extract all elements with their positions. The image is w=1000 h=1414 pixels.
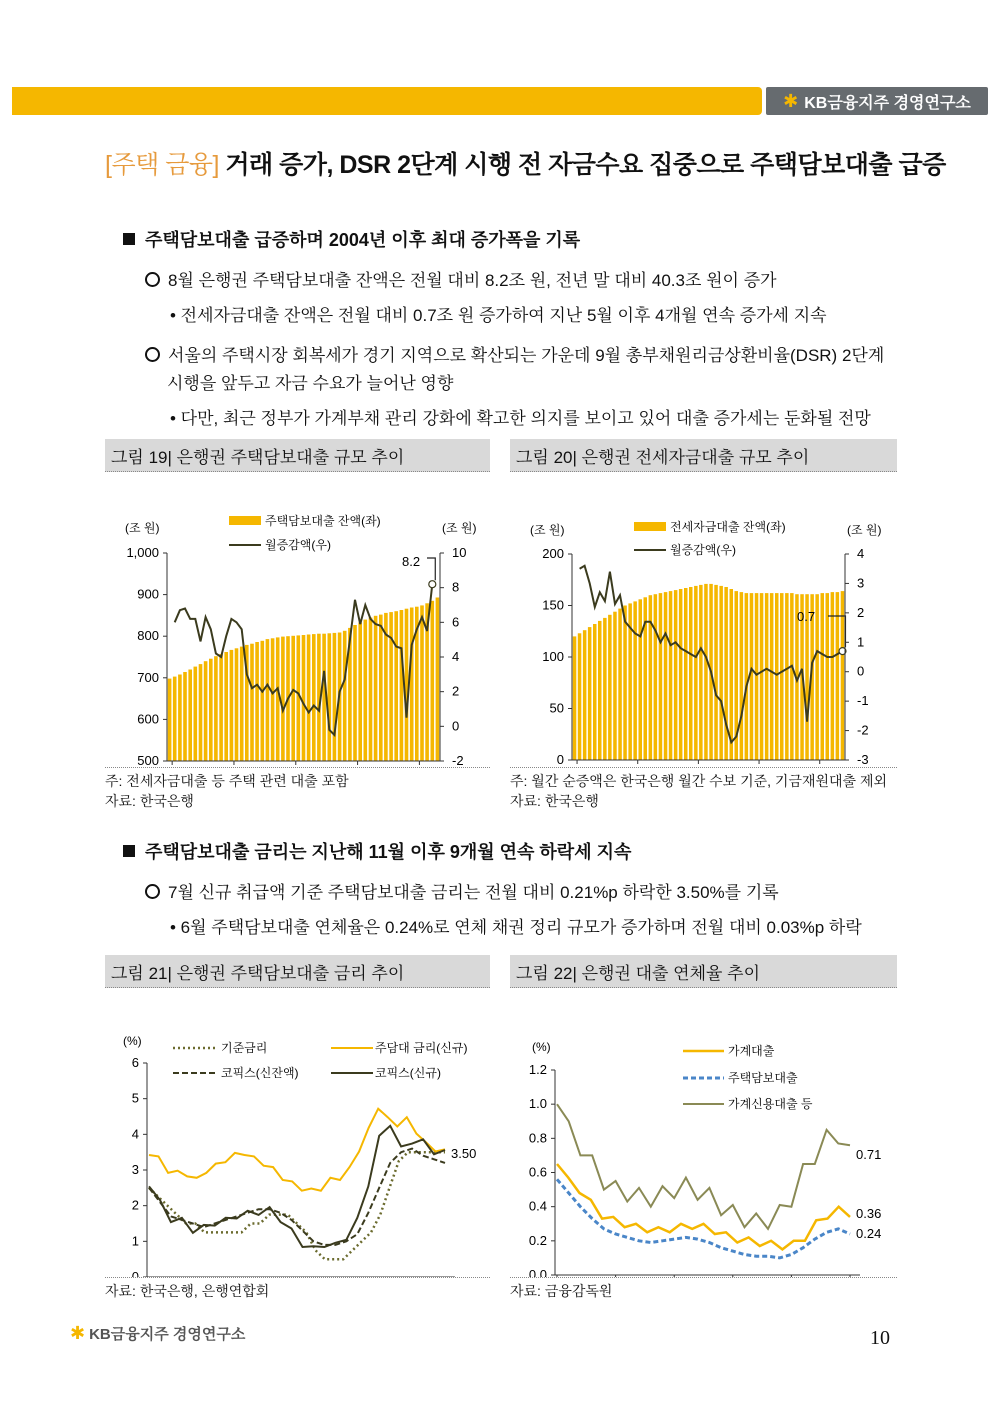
y-tick-label-left: 800 xyxy=(137,628,159,644)
fig20-unit-left: (조 원) xyxy=(530,523,565,537)
y-tick-label: 0.2 xyxy=(528,1232,547,1248)
fig22-unit: (%) xyxy=(532,1040,551,1054)
bullet-3-text: 7월 신규 취급액 기준 주택담보대출 금리는 전월 대비 0.21%p 하락한 3.50%를 기록 xyxy=(168,883,779,902)
y-tick-label: 1 xyxy=(131,1233,139,1249)
bullet-2 xyxy=(145,341,884,366)
fig22-callout-0: 0.71 xyxy=(856,1147,882,1162)
bar xyxy=(633,601,637,760)
section-heading-2-text: 주택담보대출 금리는 지난해 11월 이후 9개월 연속 하락세 지속 xyxy=(145,842,632,862)
bar xyxy=(664,592,668,760)
bullet-2-text: 서울의 주택시장 회복세가 경기 지역으로 확산되는 가운데 9월 총부채원리금상환비율(DSR) 2단계 xyxy=(168,346,885,365)
bar xyxy=(760,593,764,760)
y-tick-label-left: 600 xyxy=(137,711,159,727)
bar xyxy=(302,635,306,761)
bar xyxy=(649,595,653,760)
bar xyxy=(573,636,577,760)
y-tick-label-right: -2 xyxy=(857,722,869,738)
bar xyxy=(714,585,718,760)
y-tick-label-right: 3 xyxy=(857,575,865,591)
bar xyxy=(276,637,280,761)
y-tick-label-left: 500 xyxy=(137,753,159,766)
y-tick-label: 4 xyxy=(131,1126,139,1142)
bar xyxy=(374,616,378,761)
y-tick-label-left: 200 xyxy=(542,546,564,561)
y-tick-label-left: 700 xyxy=(137,669,159,685)
fig22-legend-1: 주택담보대출 xyxy=(728,1071,798,1085)
bar xyxy=(188,670,192,762)
section-heading-1-text: 주택담보대출 급증하며 2004년 이후 최대 증가폭을 기록 xyxy=(145,230,581,250)
bar xyxy=(173,677,177,761)
bar xyxy=(261,641,265,761)
y-tick-label-right: 4 xyxy=(857,546,865,561)
bar xyxy=(194,667,198,761)
bullet-3 xyxy=(145,878,779,903)
fig19-callout: 8.2 xyxy=(402,554,421,569)
y-tick-label: 1.0 xyxy=(528,1096,547,1112)
fig21-plot xyxy=(132,1055,459,1277)
bar xyxy=(333,633,337,761)
bar xyxy=(669,591,673,760)
y-tick-label-right: 0 xyxy=(452,718,460,734)
fig21-unit: (%) xyxy=(123,1034,142,1048)
bar xyxy=(250,644,254,761)
figure-19-title: 그림 19| 은행권 주택담보대출 규모 추이 xyxy=(105,439,490,472)
y-tick-label-right: 2 xyxy=(857,604,865,620)
bar xyxy=(815,594,819,760)
bar xyxy=(178,675,182,762)
bar xyxy=(168,679,172,761)
bar xyxy=(679,589,683,760)
y-tick-label: 1.2 xyxy=(528,1062,547,1077)
circle-bullet-icon xyxy=(145,272,160,287)
y-tick-label: 3 xyxy=(131,1162,139,1177)
bar xyxy=(369,618,373,762)
sub-bullet-3: • 6월 주택담보대출 연체율은 0.24%로 연체 채권 정리 규모가 증가하며 전월 대비 0.03%p 하락 xyxy=(170,918,862,937)
fig19-unit-right: (조 원) xyxy=(442,521,477,535)
bar xyxy=(322,634,326,761)
bar xyxy=(328,633,332,761)
fig20-callout: 0.7 xyxy=(797,609,816,624)
y-tick-label: 0 xyxy=(131,1269,139,1277)
fig22-legend-0: 가계대출 xyxy=(728,1044,775,1058)
figure-19-chart xyxy=(105,472,490,766)
fig20-plot xyxy=(542,546,868,766)
fig19-note: 주: 전세자금대출 등 주택 관련 대출 포함 xyxy=(105,773,349,789)
bar xyxy=(281,637,285,761)
bar xyxy=(745,593,749,760)
bar xyxy=(271,638,275,761)
bar xyxy=(775,593,779,760)
bar xyxy=(353,625,357,761)
bar xyxy=(312,634,316,761)
figure-20-title: 그림 20| 은행권 전세자금대출 규모 추이 xyxy=(510,439,897,472)
kb-star-icon: ✱ xyxy=(783,90,799,111)
bullet-1-text: 8월 은행권 주택담보대출 잔액은 전월 대비 8.2조 원, 전년 말 대비 40.3조 원이 증가 xyxy=(168,271,777,290)
bar xyxy=(785,593,789,760)
bar xyxy=(770,593,774,760)
bar xyxy=(183,672,187,761)
y-tick-label-left: 150 xyxy=(542,597,564,613)
fig22-plot xyxy=(529,1062,864,1277)
bar xyxy=(420,605,424,761)
figure-21 xyxy=(105,955,490,1278)
bar xyxy=(436,598,440,762)
y-tick-label-right: 0 xyxy=(857,663,865,679)
y-tick-label: 0.4 xyxy=(528,1198,547,1214)
bar xyxy=(199,664,203,761)
circle-bullet-icon xyxy=(145,884,160,899)
bar xyxy=(235,648,239,761)
bar xyxy=(613,612,617,760)
fig21-source: 자료: 한국은행, 은행연합회 xyxy=(105,1283,270,1299)
fig20-note: 주: 월간 순증액은 한국은행 월간 수보 기준, 기금재원대출 제외 xyxy=(510,773,887,789)
y-tick-label-left: 50 xyxy=(549,700,564,716)
bar xyxy=(410,608,414,762)
bullet-2-cont: 시행을 앞두고 자금 수요가 늘어난 영향 xyxy=(167,374,454,393)
fig20-legend-line: 월증감액(우) xyxy=(670,543,736,557)
bar xyxy=(618,609,622,760)
y-tick-label-right: 1 xyxy=(857,634,865,650)
fig20-unit-right: (조 원) xyxy=(847,523,882,537)
bar xyxy=(394,611,398,761)
fig21-legend-2: 코픽스(신잔액) xyxy=(221,1066,299,1080)
line-series-2 xyxy=(557,1104,850,1229)
figure-22-title: 그림 22| 은행권 대출 연체율 추이 xyxy=(510,955,897,988)
y-tick-label: 0.0 xyxy=(528,1267,547,1277)
bar xyxy=(826,593,830,760)
fig19-legend-line: 월증감액(우) xyxy=(265,538,331,552)
bar xyxy=(694,586,698,760)
bar xyxy=(343,631,347,761)
bar xyxy=(659,593,663,760)
bar xyxy=(780,593,784,760)
bar xyxy=(291,636,295,761)
figure-22 xyxy=(510,955,897,1278)
bar xyxy=(578,633,582,760)
title-tag: [주택 금융] xyxy=(105,151,219,179)
header-brand xyxy=(766,87,988,115)
line-series-1 xyxy=(149,1109,445,1191)
bar xyxy=(209,659,213,761)
bar xyxy=(790,593,794,760)
line-series-0 xyxy=(557,1164,850,1249)
figure-21-chart xyxy=(105,988,490,1277)
bar xyxy=(603,618,607,760)
fig22-callout-2: 0.24 xyxy=(856,1226,882,1241)
fig22-callout-1: 0.36 xyxy=(856,1206,882,1221)
callout-leader xyxy=(427,558,435,580)
bar xyxy=(431,601,435,761)
bar xyxy=(379,615,383,761)
fig20-legend-bar-swatch xyxy=(634,522,666,531)
bar xyxy=(364,620,368,761)
bar xyxy=(689,587,693,760)
y-tick-label-right: 10 xyxy=(452,545,467,560)
y-tick-label-left: 100 xyxy=(542,649,564,664)
fig19-unit-left: (조 원) xyxy=(125,521,160,535)
fig21-legend-1: 주담대 금리(신규) xyxy=(375,1041,468,1055)
y-tick-label-right: 6 xyxy=(452,614,460,630)
figure-19 xyxy=(105,439,490,768)
circle-bullet-icon xyxy=(145,347,160,362)
y-tick-label-left: 1,000 xyxy=(126,545,159,560)
header-brand-text: KB금융지주 경영연구소 xyxy=(804,94,971,112)
figure-20 xyxy=(510,439,897,768)
y-tick-label-right: 8 xyxy=(452,579,460,595)
title-text: 거래 증가, DSR 2단계 시행 전 자금수요 집중으로 주택담보대출 급증 xyxy=(225,151,946,179)
fig21-legend-3: 코픽스(신규) xyxy=(375,1066,441,1080)
fig20-source: 자료: 한국은행 xyxy=(510,793,599,809)
fig19-legend-bar: 주택담보대출 잔액(좌) xyxy=(265,514,381,528)
bar xyxy=(598,621,602,760)
fig20-legend-bar: 전세자금대출 잔액(좌) xyxy=(670,520,786,534)
bar xyxy=(583,630,587,760)
header-bar xyxy=(12,87,762,115)
y-tick-label-right: 2 xyxy=(452,683,460,699)
bar xyxy=(405,609,409,761)
bar xyxy=(266,639,270,761)
bar xyxy=(593,624,597,760)
page-number: 10 xyxy=(870,1327,890,1349)
bar xyxy=(684,588,688,760)
square-bullet-icon xyxy=(123,845,135,857)
sub-bullet-2: • 다만, 최근 정부가 가계부채 관리 강화에 확고한 의지를 보이고 있어 대출 증가세는 둔화될 전망 xyxy=(170,409,871,428)
y-tick-label-right: -2 xyxy=(452,753,464,766)
bar xyxy=(297,635,301,761)
bar xyxy=(230,650,234,761)
bar xyxy=(639,599,643,760)
bar xyxy=(740,592,744,760)
y-tick-label-right: -1 xyxy=(857,693,869,709)
bar xyxy=(307,635,311,762)
bar xyxy=(623,606,627,761)
bullet-1 xyxy=(145,266,777,291)
figure-20-chart xyxy=(510,472,897,766)
bar xyxy=(400,610,404,761)
bar xyxy=(389,612,393,761)
y-tick-label-left: 0 xyxy=(556,752,564,766)
y-tick-label: 6 xyxy=(131,1055,139,1070)
bar xyxy=(831,592,835,760)
bar xyxy=(204,661,208,761)
y-tick-label: 0.8 xyxy=(528,1130,547,1146)
fig21-callout: 3.50 xyxy=(451,1146,477,1161)
fig19-legend-bar-swatch xyxy=(229,516,261,525)
section-heading-1 xyxy=(123,226,580,252)
y-tick-label-left: 900 xyxy=(137,586,159,602)
bar xyxy=(219,654,223,761)
kb-star-icon: ✱ xyxy=(70,1323,86,1343)
figure-22-chart xyxy=(510,988,897,1277)
bar xyxy=(836,592,840,760)
bar xyxy=(255,642,259,761)
bar xyxy=(224,652,228,761)
bar xyxy=(699,585,703,760)
page-title xyxy=(105,145,946,181)
y-tick-label: 5 xyxy=(131,1090,139,1106)
bar xyxy=(719,586,723,760)
last-point-marker xyxy=(429,581,436,588)
bar xyxy=(724,587,728,760)
y-tick-label-right: 4 xyxy=(452,649,460,664)
bar xyxy=(240,647,244,761)
bar xyxy=(821,593,825,760)
y-tick-label: 0.6 xyxy=(528,1164,547,1180)
footer-brand-text: KB금융지주 경영연구소 xyxy=(89,1326,246,1343)
bar xyxy=(214,656,218,761)
bar xyxy=(704,584,708,760)
footer-brand xyxy=(70,1323,245,1344)
bar xyxy=(588,627,592,760)
bar xyxy=(674,590,678,760)
square-bullet-icon xyxy=(123,233,135,245)
section-heading-2 xyxy=(123,838,631,864)
fig22-source: 자료: 금융감독원 xyxy=(510,1283,613,1299)
bar xyxy=(755,593,759,760)
line-series-2 xyxy=(149,1149,445,1245)
bar xyxy=(654,594,658,760)
bar xyxy=(608,615,612,760)
y-tick-label: 2 xyxy=(131,1197,139,1213)
fig22-legend-2: 가계신용대출 등 xyxy=(728,1097,813,1111)
line-series-0 xyxy=(149,1152,445,1259)
fig21-legend-0: 기준금리 xyxy=(221,1041,268,1055)
figure-21-title: 그림 21| 은행권 주택담보대출 금리 추이 xyxy=(105,955,490,988)
fig19-plot xyxy=(126,545,466,766)
y-tick-label-right: -3 xyxy=(857,752,869,766)
bar xyxy=(358,623,362,762)
bar xyxy=(765,593,769,760)
fig19-source: 자료: 한국은행 xyxy=(105,793,194,809)
sub-bullet-1: • 전세자금대출 잔액은 전월 대비 0.7조 원 증가하여 지난 5월 이후 4개월 연속 증가세 지속 xyxy=(170,306,827,325)
